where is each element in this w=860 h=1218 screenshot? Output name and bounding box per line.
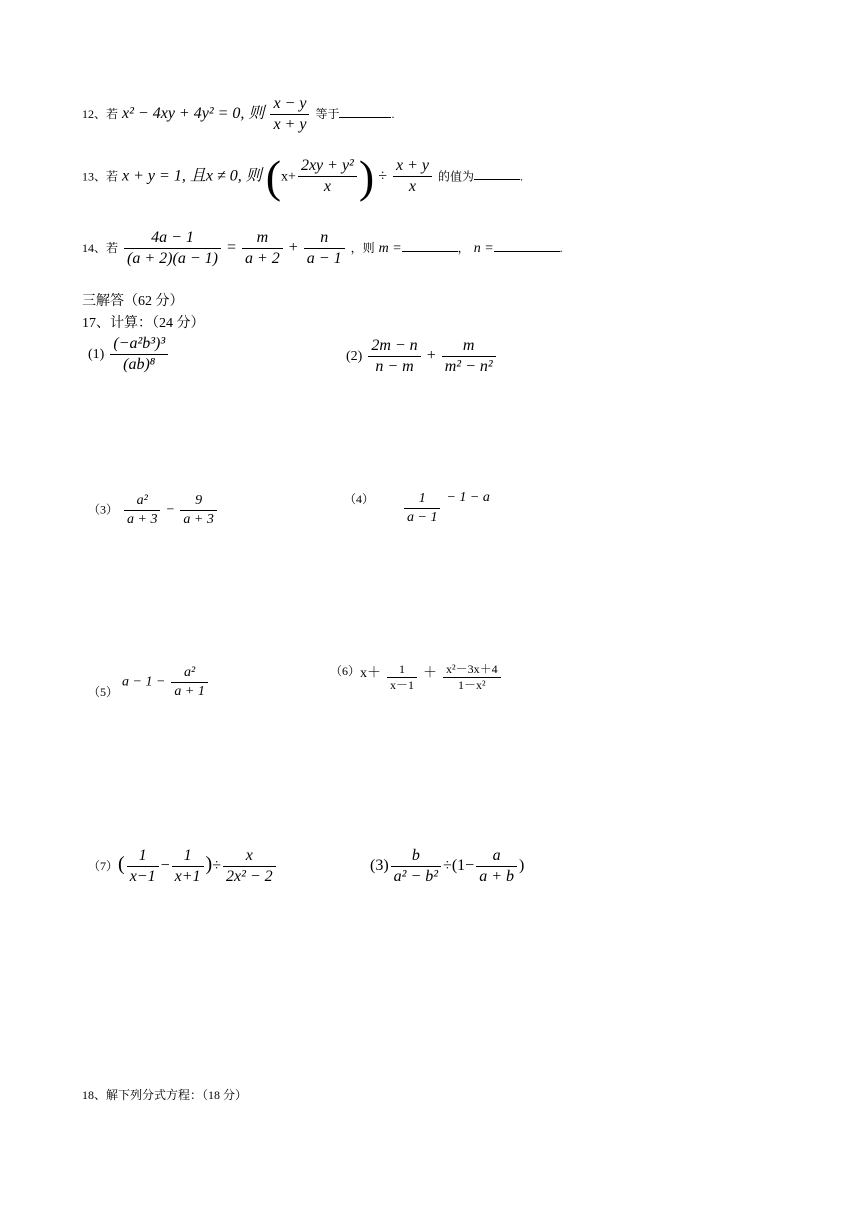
q17-part-3 [88,492,219,528]
q14-if: 若 [106,241,119,256]
q17-p5-fraction [171,664,207,700]
q12-number: 12、 [82,107,107,122]
q17-part-5 [88,664,210,700]
q17-p3-a-num: a² [124,492,160,511]
q17-p6-b-num: x²－3x＋4 [443,662,501,678]
q17-part-7 [88,846,278,887]
q14-m-fraction [242,228,283,269]
q17-part-1 [88,334,170,375]
q17-p8-close: ) [518,857,525,875]
q13-inner-den: x [323,178,331,196]
q17-p3-label: （3） [88,502,119,517]
q14-lhs-num: 4a − 1 [124,228,221,249]
q13-if: 若 [106,169,119,184]
q17-p8-b-den: a + b [479,868,514,885]
q17-p7-minus: − [160,857,170,875]
q17-p7-a-den: x−1 [129,868,156,885]
q12-answer-blank[interactable] [339,117,391,118]
q12-frac-num: x − y [270,94,309,115]
q17-p1-num: (−a²b³)³ [110,334,168,355]
q17-p6-fraction-a [387,662,417,693]
q14-m-den: a + 2 [244,250,280,267]
q14-lhs-den: (a + 2)(a − 1) [127,250,218,267]
section-3-title: 三解答（62 分） [82,294,184,309]
q17-p7-open: ( [118,853,125,876]
q17-p2-b-num: m [442,336,496,357]
q17-p4-num: 1 [404,490,440,509]
q17-p7-label: （7） [88,859,119,874]
question-12 [82,94,394,135]
q17-p8-label: (3) [370,857,389,875]
q17-p7-fraction-b [172,846,204,887]
question-13 [82,151,523,202]
q17-p7-b-den: x+1 [174,868,201,885]
q14-n-label: n = [473,241,494,257]
q17-p6-b-den: 1－x² [458,678,486,692]
q17-p1-label: (1) [88,347,105,363]
q17-p4-den: a − 1 [407,509,438,525]
q12-end: . [391,107,395,122]
q12-fraction [270,94,309,135]
q13-frac-den: x [408,178,417,196]
q13-number: 13、 [82,169,107,184]
q13-inner-num: 2xy + y² [298,156,357,177]
q17-p4-rest: − 1 − a [446,490,490,505]
q17-p7-c-num: x [223,846,276,867]
q17-p8-b-num: a [476,846,517,867]
q17-p8-fraction-a [391,846,441,887]
q14-end: . [559,241,563,256]
q14-sep: ， [457,241,470,256]
q14-plus: + [288,239,298,257]
q17-p1-den: (ab)⁸ [123,356,156,373]
q17-p5-lead: a − 1 − [122,674,166,690]
q13-answer-blank[interactable] [474,179,520,180]
q17-p3-fraction-a [124,492,160,528]
q14-n-den: a − 1 [306,250,342,267]
q17-p7-c-den: 2x² − 2 [225,868,273,885]
q17-p2-fraction-a [368,336,420,377]
q14-n-num: n [304,228,345,249]
q17-p5-label: （5） [88,685,119,699]
q17-p8-a-num: b [391,846,441,867]
q17-p7-close: ) [205,853,213,876]
q14-number: 14、 [82,241,107,256]
q12-frac-den: x + y [273,116,307,133]
q17-p4-fraction [404,490,440,526]
q17-p3-a-den: a + 3 [127,511,158,527]
q17-part-8 [370,846,524,887]
q17-part-4 [344,490,490,526]
q14-n-blank[interactable] [494,251,560,252]
question-14 [82,228,563,269]
q12-tail: 等于 [315,107,340,122]
q17-p2-a-den: n − m [375,358,414,375]
q17-p8-a-den: a² − b² [393,868,439,885]
q14-n-fraction [304,228,345,269]
q17-p2-label: (2) [346,349,363,365]
q17-p6-label: （6） [330,664,361,678]
q17-p6-plus: ＋ [423,666,438,681]
q17-p3-minus: − [166,502,175,518]
q17-p1-fraction [110,334,168,375]
q17-title: 17、计算：（24 分） [82,316,205,331]
q17-part-6 [330,662,503,693]
q17-part-2 [346,336,498,377]
q17-p3-b-den: a + 3 [183,511,214,527]
q14-m-blank[interactable] [402,251,458,252]
q14-m-num: m [242,228,283,249]
q17-p4-label: （4） [344,492,375,506]
q17-p7-b-num: 1 [172,846,204,867]
q13-end: . [519,169,523,184]
q17-p7-fraction-a [127,846,159,887]
q13-xplus: x+ [281,169,296,185]
q17-p7-a-num: 1 [127,846,159,867]
q18-title: 18、解下列分式方程：（18 分） [82,1088,248,1102]
q17-p2-b-den: m² − n² [444,358,493,375]
q17-p6-a-num: 1 [387,662,417,678]
q17-p7-fraction-c [223,846,276,887]
q13-left-paren: ( [265,151,282,202]
q17-p3-fraction-b [180,492,216,528]
q13-condition: x + y = 1, 且x ≠ 0, 则 [122,167,262,185]
q17-p2-a-num: 2m − n [368,336,420,357]
q12-if: 若 [106,107,119,122]
q17-p3-b-num: 9 [180,492,216,511]
q13-inner-fraction [298,156,357,197]
q17-p8-divide: ÷ [443,857,452,875]
q17-p6-lead: x＋ [360,666,382,681]
q14-m-label: m = [378,241,402,257]
q17-p2-plus: + [426,347,436,365]
q13-tail: 的值为 [437,169,474,184]
q14-then: ，则 [350,241,375,256]
q13-right-paren: ) [358,151,375,202]
q14-lhs-fraction [124,228,221,269]
q17-p5-den: a + 1 [174,683,205,699]
q13-fraction [393,156,432,197]
q12-equation: x² − 4xy + 4y² = 0, 则 [122,105,265,123]
q17-p6-fraction-b [443,662,501,693]
q17-p6-a-den: x－1 [390,678,415,692]
q17-p7-divide: ÷ [212,857,221,875]
q13-divide: ÷ [378,167,387,185]
q13-frac-num: x + y [393,156,432,177]
q17-p8-open: (1− [451,857,475,875]
q17-p8-fraction-b [476,846,517,887]
q14-equals: = [226,239,236,257]
q17-p2-fraction-b [442,336,496,377]
q17-p5-num: a² [171,664,207,683]
